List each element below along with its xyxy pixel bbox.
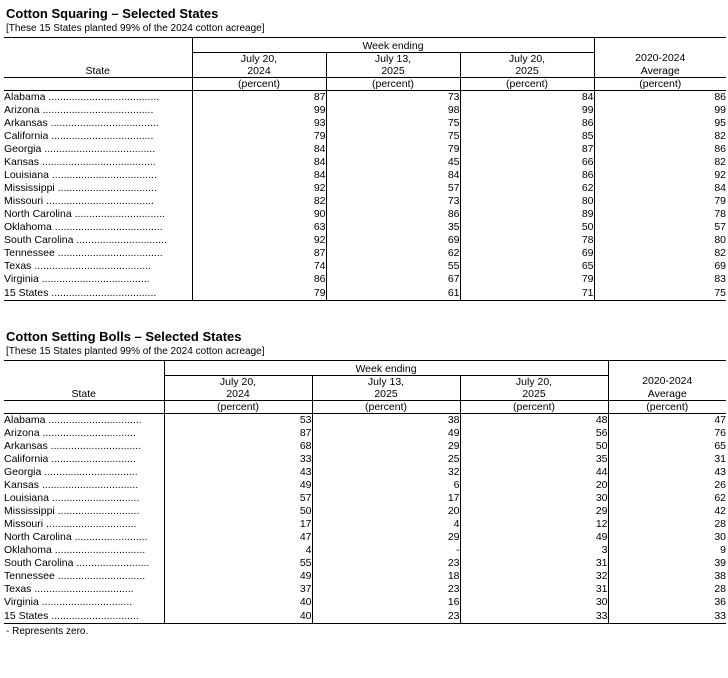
row-value-1: 43 <box>164 466 312 479</box>
row-value-4: 99 <box>714 104 726 117</box>
header-col-3 <box>460 53 594 78</box>
row-value-2: 57 <box>326 182 460 195</box>
row-value-1: 17 <box>164 518 312 531</box>
row-state: Georgia ................................ <box>4 466 164 479</box>
row-value-1: 55 <box>164 557 312 570</box>
row-state: Arizona ...................................... <box>4 104 192 117</box>
row-value-3: 85 <box>460 130 594 143</box>
header-average-line1: 2020-2024 <box>635 51 686 64</box>
total-value-3: 33 <box>460 609 608 624</box>
table-row <box>4 466 726 479</box>
row-value-4: 76 <box>714 427 726 440</box>
row-value-4: 86 <box>594 91 726 105</box>
row-value-2: 45 <box>326 156 460 169</box>
row-value-3: 48 <box>460 414 608 428</box>
row-state: Tennessee .................................... <box>4 247 192 260</box>
row-state: Oklahoma ............................... <box>4 544 164 557</box>
row-state: Texas ........................................ <box>4 260 192 273</box>
row-value-2: 18 <box>312 570 460 583</box>
table-row <box>4 117 726 130</box>
row-state: Virginia ..................................... <box>4 273 192 286</box>
row-value-4: 38 <box>714 570 726 583</box>
row-value-2: 73 <box>326 91 460 105</box>
row-value-3: 20 <box>460 479 608 492</box>
row-value-2: - <box>312 544 460 557</box>
units-col-1: (percent) <box>164 401 312 414</box>
row-value-3: 86 <box>460 169 594 182</box>
table-total-row <box>4 609 726 624</box>
units-state <box>4 78 192 91</box>
row-value-4: 43 <box>714 466 726 479</box>
row-value-1: 49 <box>164 479 312 492</box>
row-state: Arkansas ............................... <box>4 440 164 453</box>
row-state: Mississippi ............................ <box>4 505 164 518</box>
row-state: Oklahoma ..................................... <box>4 221 192 234</box>
table-row <box>4 414 726 428</box>
units-row <box>4 401 726 414</box>
row-state: California ................................... <box>4 130 192 143</box>
row-state: Alabama ...................................... <box>4 91 192 105</box>
header-average-line2: Average <box>647 387 687 400</box>
header-col-2-line2: 2025 <box>381 65 405 78</box>
row-value-3: 12 <box>460 518 608 531</box>
row-value-2: 4 <box>312 518 460 531</box>
row-state: Louisiana .............................. <box>4 492 164 505</box>
row-state: Missouri ..................................... <box>4 195 192 208</box>
table-row <box>4 234 726 247</box>
header-col-1-line1: July 20, <box>240 53 278 65</box>
row-value-1: 82 <box>192 195 326 208</box>
header-average <box>594 38 726 78</box>
row-value-1: 63 <box>192 221 326 234</box>
table-row <box>4 208 726 221</box>
table-bottom-rule <box>4 301 726 302</box>
row-value-4: 79 <box>714 195 726 208</box>
row-value-3: 62 <box>460 182 594 195</box>
header-col-1 <box>192 53 326 78</box>
header-average-line1: 2020-2024 <box>642 375 693 388</box>
row-value-4: 86 <box>714 143 726 156</box>
row-value-3: 35 <box>460 453 608 466</box>
table-row <box>4 479 726 492</box>
row-value-1: 40 <box>164 596 312 609</box>
row-value-4: 92 <box>714 169 726 182</box>
row-value-2: 84 <box>326 169 460 182</box>
row-state: Missouri ............................... <box>4 518 164 531</box>
row-value-4: 95 <box>714 117 726 130</box>
row-state: Alabama ................................ <box>4 414 164 428</box>
header-week-ending: Week ending <box>192 38 594 53</box>
row-value-4: 9 <box>720 544 726 557</box>
row-value-4: 69 <box>714 260 726 273</box>
row-state: South Carolina ......................... <box>4 557 164 570</box>
row-value-3: 80 <box>460 195 594 208</box>
units-col-2: (percent) <box>326 78 460 91</box>
table-row <box>4 544 726 557</box>
row-value-2: 23 <box>312 583 460 596</box>
row-value-3: 29 <box>460 505 608 518</box>
table-header-row-group <box>4 38 726 53</box>
total-value-3: 71 <box>460 286 594 301</box>
row-value-2: 32 <box>312 466 460 479</box>
table-row <box>4 583 726 596</box>
units-col-4: (percent) <box>608 401 726 414</box>
total-value-2: 61 <box>326 286 460 301</box>
row-value-4: 82 <box>714 247 726 260</box>
units-col-2: (percent) <box>312 401 460 414</box>
row-value-3: 30 <box>460 596 608 609</box>
units-col-4: (percent) <box>594 78 726 91</box>
header-col-1-line1: July 20, <box>219 376 257 389</box>
row-value-3: 50 <box>460 440 608 453</box>
header-average <box>608 361 726 401</box>
table-row <box>4 505 726 518</box>
row-value-3: 32 <box>460 570 608 583</box>
row-value-3: 69 <box>460 247 594 260</box>
row-value-3: 50 <box>460 221 594 234</box>
table-row <box>4 273 726 286</box>
total-value-4: 75 <box>714 287 726 300</box>
header-state: State <box>4 361 164 401</box>
table-row <box>4 518 726 531</box>
row-state: Arkansas ..................................... <box>4 117 192 130</box>
row-value-2: 23 <box>312 557 460 570</box>
row-value-1: 92 <box>192 182 326 195</box>
section-cotton-squaring <box>4 6 724 301</box>
row-value-2: 16 <box>312 596 460 609</box>
row-value-1: 49 <box>164 570 312 583</box>
row-state: Kansas ....................................... <box>4 156 192 169</box>
row-value-4: 26 <box>714 479 726 492</box>
units-col-1: (percent) <box>192 78 326 91</box>
total-state: 15 States .............................. <box>4 609 164 624</box>
row-value-2: 98 <box>326 104 460 117</box>
row-value-4: 42 <box>714 505 726 518</box>
table-row <box>4 531 726 544</box>
row-value-4: 36 <box>714 596 726 609</box>
header-col-2 <box>312 376 460 401</box>
table-row <box>4 427 726 440</box>
header-col-3-line1: July 20, <box>515 376 553 389</box>
header-col-1-line2: 2024 <box>226 388 250 401</box>
header-col-3-line1: July 20, <box>508 53 546 65</box>
header-col-2-line1: July 13, <box>367 376 405 389</box>
row-value-2: 79 <box>326 143 460 156</box>
units-col-3: (percent) <box>460 401 608 414</box>
section-cotton-setting-bolls <box>4 329 724 637</box>
row-value-1: 84 <box>192 156 326 169</box>
row-value-2: 55 <box>326 260 460 273</box>
header-average-line2: Average <box>640 64 680 77</box>
row-value-1: 90 <box>192 208 326 221</box>
cotton-setting-bolls-table <box>4 360 726 624</box>
row-value-1: 87 <box>192 247 326 260</box>
row-value-2: 25 <box>312 453 460 466</box>
units-row <box>4 78 726 91</box>
row-value-2: 6 <box>312 479 460 492</box>
row-value-1: 84 <box>192 143 326 156</box>
row-value-3: 89 <box>460 208 594 221</box>
table-row <box>4 221 726 234</box>
row-value-1: 93 <box>192 117 326 130</box>
row-value-3: 3 <box>460 544 608 557</box>
table-row <box>4 570 726 583</box>
table-row <box>4 130 726 143</box>
section-title: Cotton Setting Bolls – Selected States <box>6 329 242 345</box>
row-state: Virginia ............................... <box>4 596 164 609</box>
row-value-3: 84 <box>460 91 594 105</box>
row-value-4: 57 <box>714 221 726 234</box>
row-state: Tennessee .............................. <box>4 570 164 583</box>
row-value-4: 47 <box>608 414 726 428</box>
table-row <box>4 557 726 570</box>
row-value-2: 49 <box>312 427 460 440</box>
row-state: Arizona ................................ <box>4 427 164 440</box>
row-value-3: 66 <box>460 156 594 169</box>
row-value-1: 50 <box>164 505 312 518</box>
units-col-3: (percent) <box>460 78 594 91</box>
row-value-3: 56 <box>460 427 608 440</box>
row-value-3: 31 <box>460 557 608 570</box>
header-state: State <box>4 38 192 78</box>
row-value-3: 79 <box>460 273 594 286</box>
row-value-3: 99 <box>460 104 594 117</box>
table-row <box>4 260 726 273</box>
row-value-1: 74 <box>192 260 326 273</box>
units-state <box>4 401 164 414</box>
table-row <box>4 143 726 156</box>
total-value-1: 79 <box>192 286 326 301</box>
section-title: Cotton Squaring – Selected States <box>6 6 219 21</box>
total-value-2: 23 <box>312 609 460 624</box>
row-value-2: 86 <box>326 208 460 221</box>
row-value-1: 99 <box>192 104 326 117</box>
row-state: California ............................. <box>4 453 164 466</box>
row-value-2: 73 <box>326 195 460 208</box>
row-value-4: 31 <box>714 453 726 466</box>
row-value-4: 65 <box>714 440 726 453</box>
table-row <box>4 440 726 453</box>
row-value-1: 4 <box>164 544 312 557</box>
row-state: North Carolina ............................... <box>4 208 192 221</box>
row-value-4: 82 <box>714 130 726 143</box>
row-value-4: 84 <box>714 182 726 195</box>
row-value-4: 82 <box>714 156 726 169</box>
row-value-1: 57 <box>164 492 312 505</box>
total-value-4: 33 <box>714 610 726 623</box>
table-row <box>4 182 726 195</box>
row-value-1: 33 <box>164 453 312 466</box>
row-value-4: 83 <box>714 273 726 286</box>
row-value-3: 87 <box>460 143 594 156</box>
row-value-3: 65 <box>460 260 594 273</box>
row-value-4: 62 <box>714 492 726 505</box>
header-week-ending: Week ending <box>164 361 608 376</box>
table-row <box>4 492 726 505</box>
header-col-2-line2: 2025 <box>374 388 398 401</box>
header-col-3 <box>460 376 608 401</box>
table-row <box>4 596 726 609</box>
section-note: [These 15 States planted 99% of the 2024 cotton acreage] <box>6 23 265 34</box>
header-col-1-line2: 2024 <box>247 65 271 78</box>
row-state: Mississippi .................................. <box>4 182 192 195</box>
row-state: North Carolina ......................... <box>4 531 164 544</box>
row-value-2: 17 <box>312 492 460 505</box>
table-row <box>4 156 726 169</box>
row-value-2: 62 <box>326 247 460 260</box>
row-value-1: 87 <box>192 91 326 105</box>
row-value-2: 75 <box>326 117 460 130</box>
row-value-4: 78 <box>714 208 726 221</box>
row-value-4: 30 <box>714 531 726 544</box>
table-row <box>4 169 726 182</box>
row-value-3: 86 <box>460 117 594 130</box>
row-value-2: 35 <box>326 221 460 234</box>
table-row <box>4 247 726 260</box>
row-value-3: 49 <box>460 531 608 544</box>
section-note: [These 15 States planted 99% of the 2024 cotton acreage] <box>6 346 265 358</box>
total-value-1: 40 <box>164 609 312 624</box>
row-state: Louisiana .................................... <box>4 169 192 182</box>
table-header-row-group <box>4 361 726 376</box>
header-col-3-line2: 2025 <box>522 388 546 401</box>
row-value-4: 80 <box>714 234 726 247</box>
row-value-2: 20 <box>312 505 460 518</box>
row-value-2: 38 <box>312 414 460 428</box>
row-value-1: 47 <box>164 531 312 544</box>
row-value-1: 79 <box>192 130 326 143</box>
table-row <box>4 195 726 208</box>
row-value-1: 86 <box>192 273 326 286</box>
total-state: 15 States .................................... <box>4 286 192 301</box>
row-state: Kansas ................................. <box>4 479 164 492</box>
footnote: - Represents zero. <box>6 626 89 638</box>
row-value-2: 29 <box>312 440 460 453</box>
row-value-1: 37 <box>164 583 312 596</box>
row-value-1: 87 <box>164 427 312 440</box>
row-value-2: 75 <box>326 130 460 143</box>
row-state: South Carolina ............................... <box>4 234 192 247</box>
table-row <box>4 104 726 117</box>
row-value-1: 84 <box>192 169 326 182</box>
row-value-4: 28 <box>714 583 726 596</box>
row-value-3: 44 <box>460 466 608 479</box>
row-value-2: 67 <box>326 273 460 286</box>
header-col-2 <box>326 53 460 78</box>
row-value-2: 69 <box>326 234 460 247</box>
row-value-4: 28 <box>714 518 726 531</box>
header-col-2-line1: July 13, <box>374 53 412 65</box>
table-row <box>4 91 726 105</box>
cotton-squaring-table <box>4 37 726 301</box>
header-col-3-line2: 2025 <box>515 65 539 78</box>
table-row <box>4 453 726 466</box>
header-col-1 <box>164 376 312 401</box>
table-total-row <box>4 286 726 301</box>
row-value-3: 78 <box>460 234 594 247</box>
row-value-3: 31 <box>460 583 608 596</box>
row-value-1: 53 <box>164 414 312 428</box>
row-value-3: 30 <box>460 492 608 505</box>
row-value-4: 39 <box>714 557 726 570</box>
row-state: Georgia ...................................... <box>4 143 192 156</box>
row-value-1: 68 <box>164 440 312 453</box>
row-state: Texas .................................. <box>4 583 164 596</box>
row-value-2: 29 <box>312 531 460 544</box>
table-bottom-rule <box>4 624 726 625</box>
row-value-1: 92 <box>192 234 326 247</box>
